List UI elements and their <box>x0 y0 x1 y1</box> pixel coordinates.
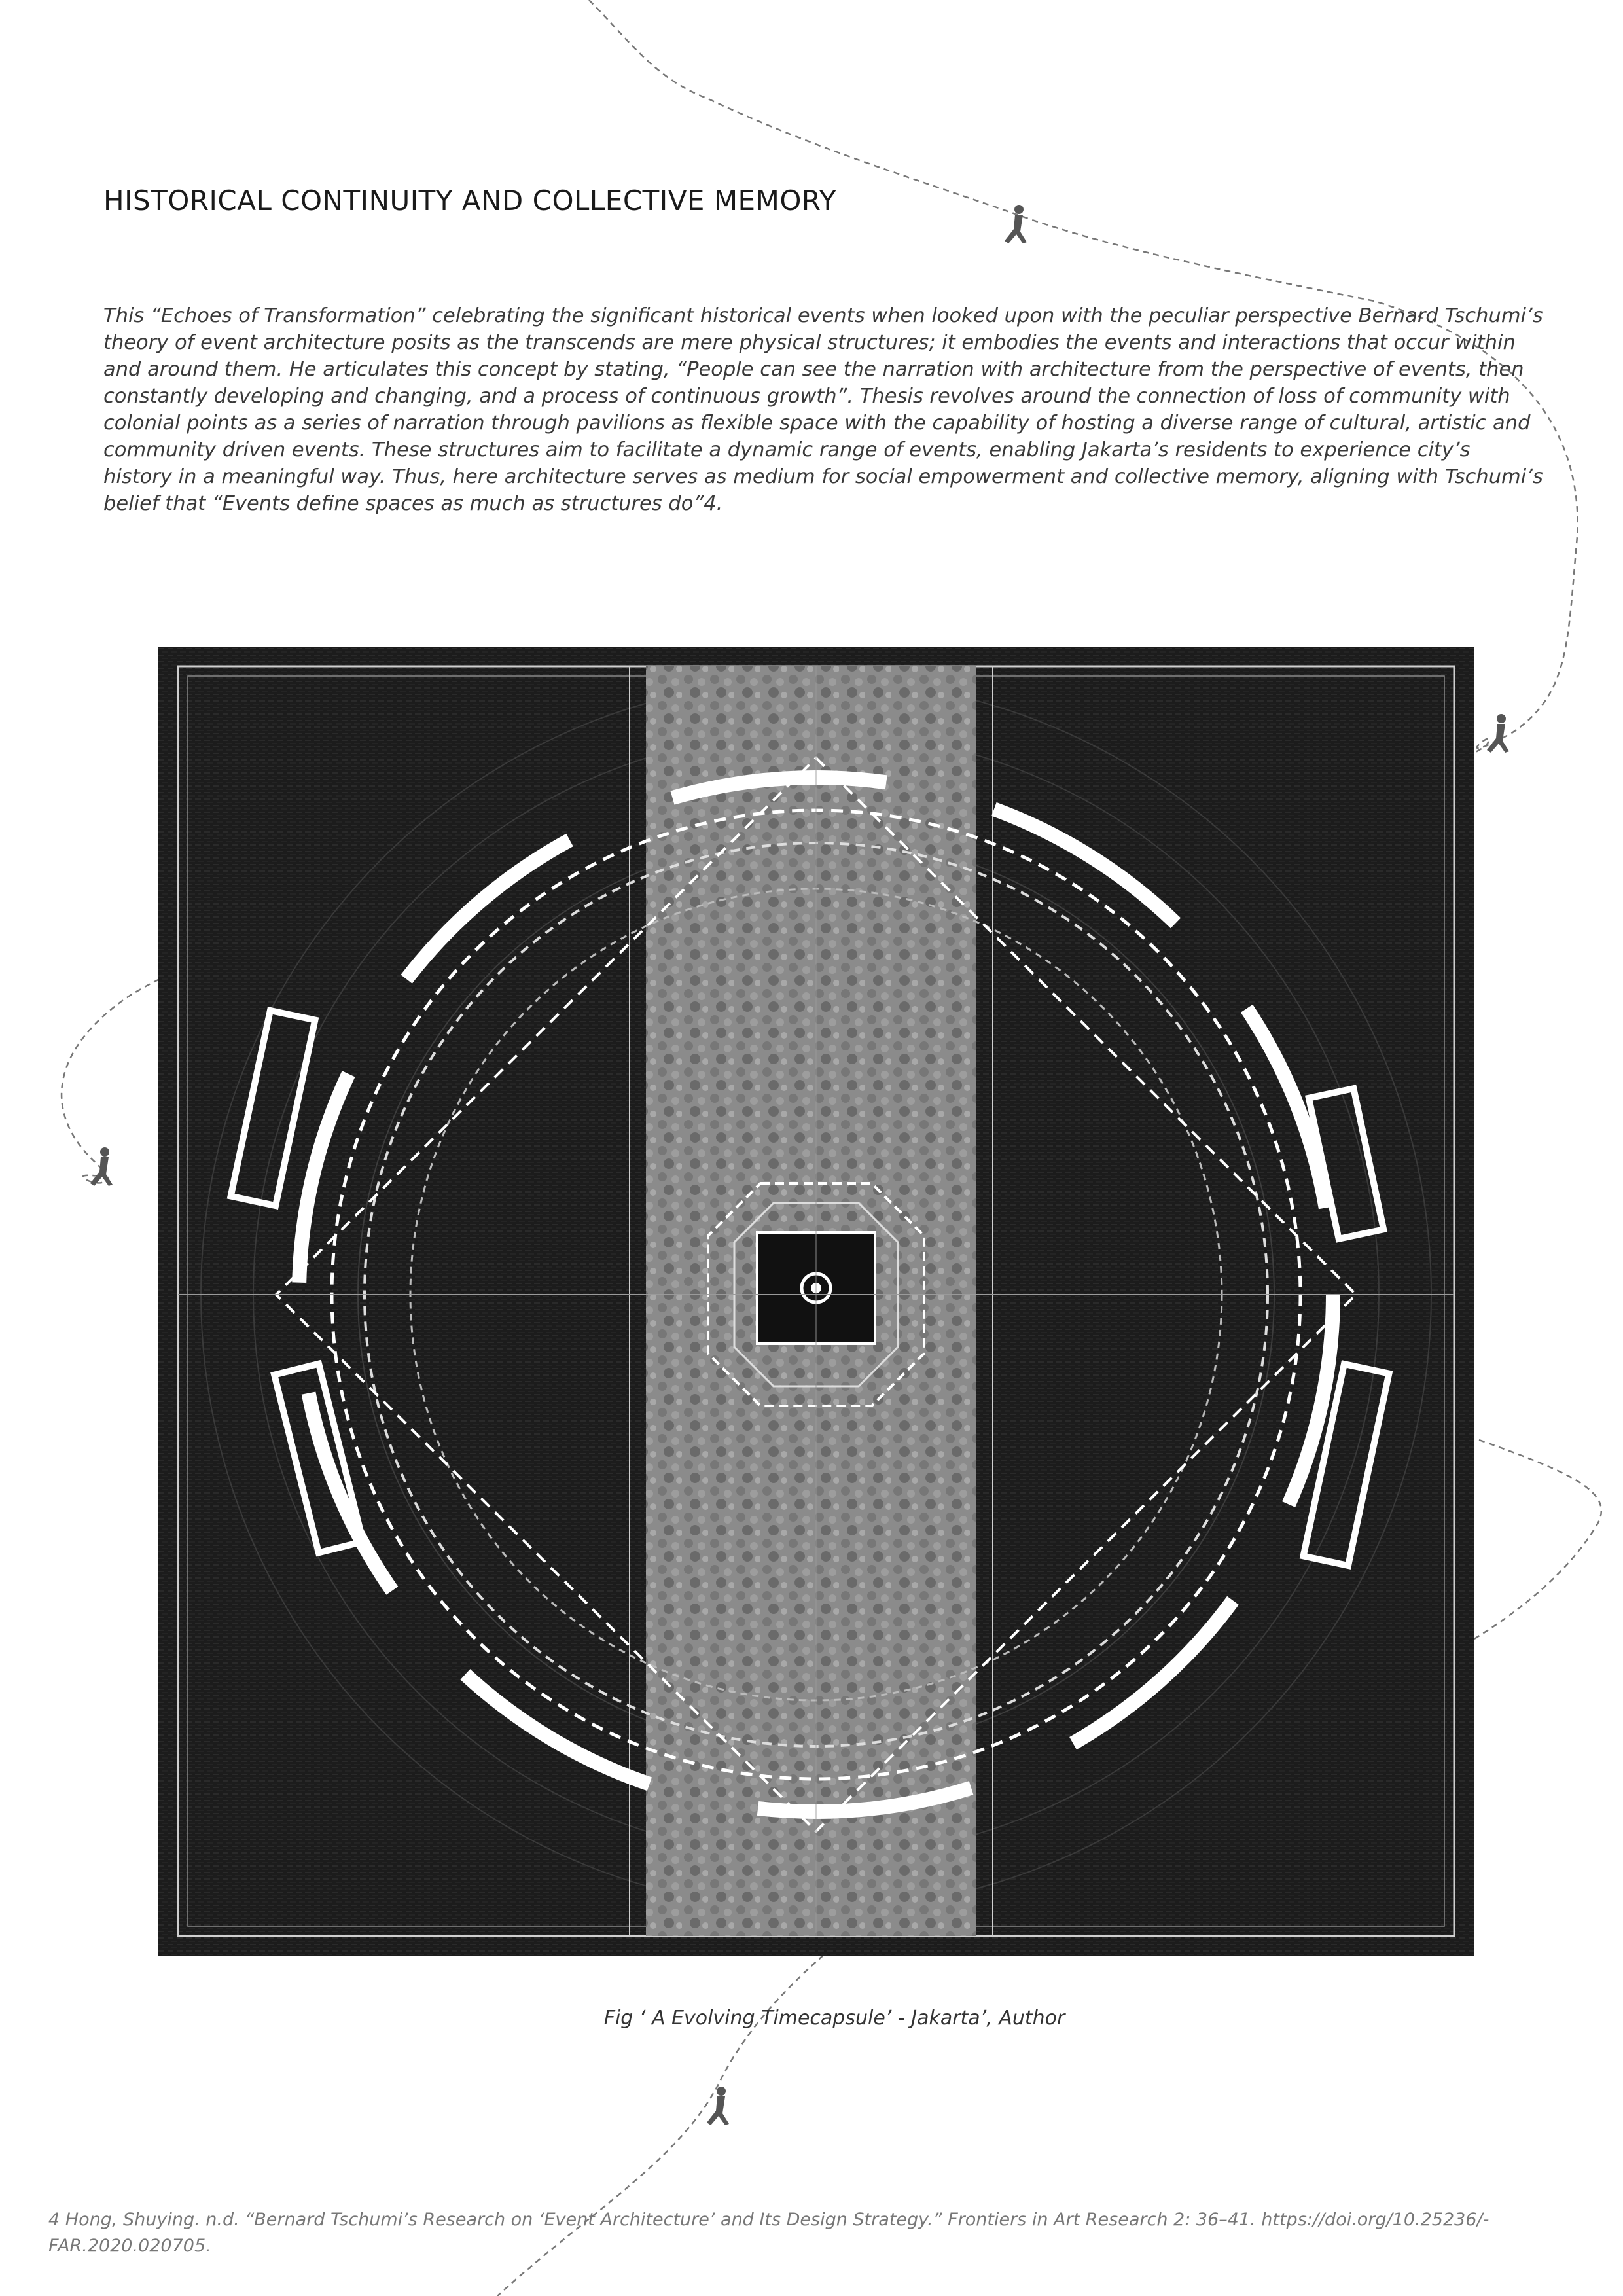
walking-figure-icon <box>707 2087 729 2125</box>
walking-figure-icon <box>1487 714 1509 753</box>
figure-timecapsule-plan <box>158 647 1474 1956</box>
page-heading: HISTORICAL CONTINUITY AND COLLECTIVE MEMORY <box>103 185 837 217</box>
plan-drawing <box>158 647 1474 1956</box>
body-paragraph: This “Echoes of Transformation” celebrating the significant historical events when looked upon with the peculiar perspective Bernard Tschumi’s theory of event architecture posits as the transcends are mere physical structures; it embodies the events and interactions that occur within and around them. He articulates this concept by stating, “People can see the narration with architecture from the perspective of events, then constantly developing and changing, and a process of continuous growth”. Thesis revolves around the connection of loss of community with colonial points as a series of narration through pavilions as flexible space with the capability of hosting a diverse range of cultural, artistic and community driven events. These structures aim to facilitate a dynamic range of events, enabling Jakarta’s residents to experience city’s history in a meaningful way. Thus, here architecture serves as medium for social empowerment and collective memory, aligning with Tschumi’s belief that “Events define spaces as much as structures do”4. <box>103 304 1543 515</box>
figure-caption: Fig ‘ A Evolving Timecapsule’ - Jakarta’, Author <box>603 2007 1065 2030</box>
walking-figure-icon <box>90 1147 113 1186</box>
footnote-reference: 4 Hong, Shuying. n.d. “Bernard Tschumi’s Research on ‘Event Architecture’ and Its Design Strategy.” Frontiers in Art Research 2: 36–41. https://doi.org/10.25236/-FAR.2020.020705. <box>48 2210 1489 2256</box>
